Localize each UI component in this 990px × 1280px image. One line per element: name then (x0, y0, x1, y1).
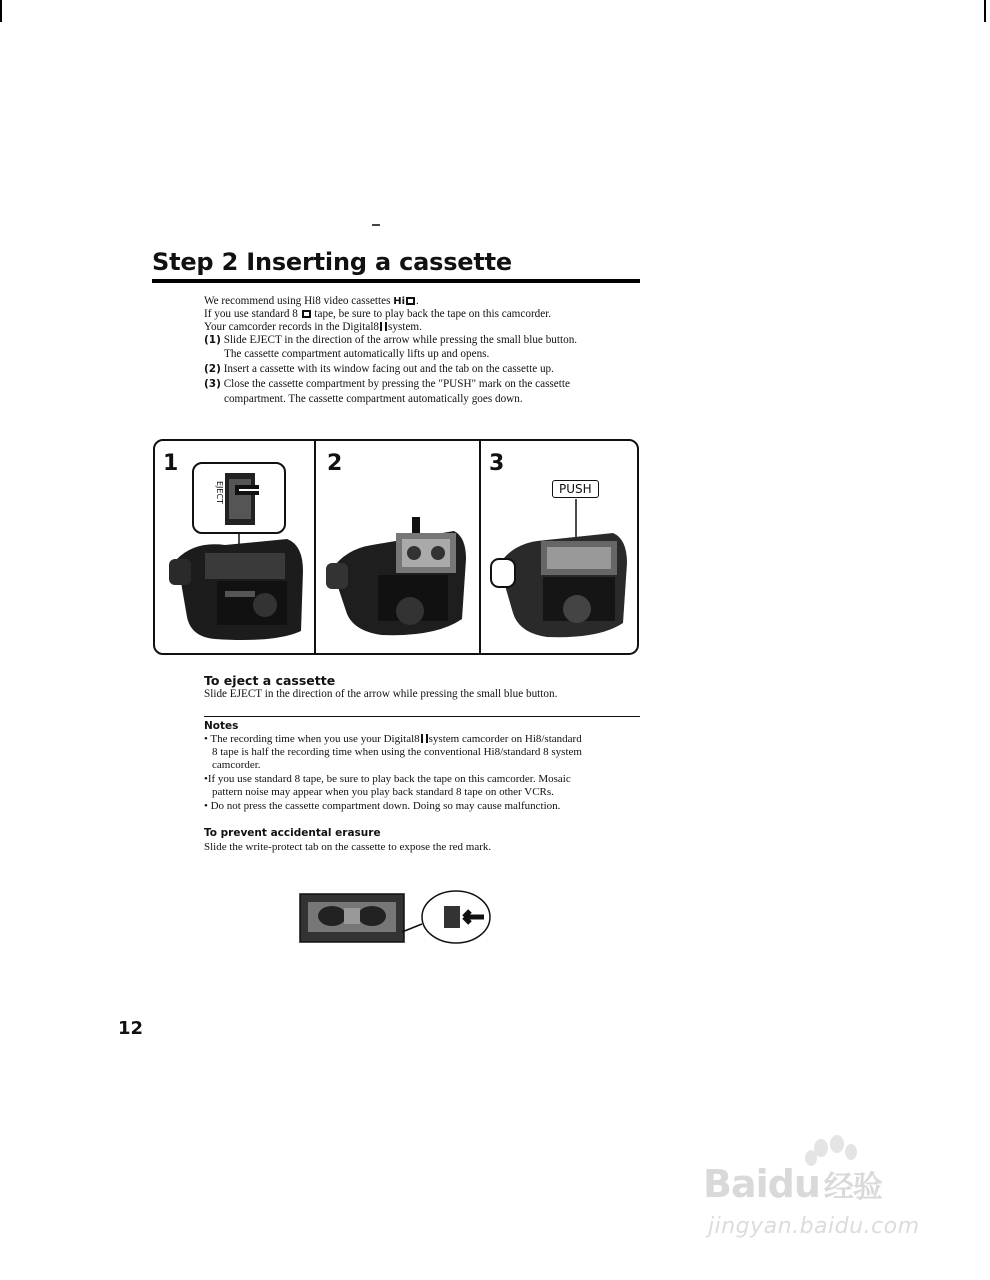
note-item-1-line-3: camcorder. (212, 759, 261, 771)
page-title: Step 2 Inserting a cassette (152, 248, 513, 276)
intro-line-3: Your camcorder records in the Digital8 system. (204, 321, 422, 333)
close-compartment-illustration (481, 441, 639, 653)
eject-heading: To eject a cassette (204, 673, 336, 688)
digital8-icon (380, 322, 387, 331)
standard8-tape-icon (302, 310, 311, 318)
step-item-1-cont: The cassette compartment automatically lifts up and opens. (224, 348, 490, 360)
page-number: 12 (118, 1018, 144, 1039)
push-label: PUSH (552, 480, 599, 498)
hi8-logo: Hi (393, 296, 406, 307)
hi8-tape-icon (406, 297, 415, 305)
scan-edge-mark-right (984, 0, 986, 22)
erasure-heading: To prevent accidental erasure (204, 827, 381, 839)
insert-cassette-illustration (316, 441, 478, 653)
camcorder-eject-illustration (155, 441, 313, 653)
note-item-1-line-2: 8 tape is half the recording time when using the conventional Hi8/standard 8 system (212, 746, 582, 758)
notes-heading: Notes (204, 720, 239, 732)
notes-rule (204, 716, 640, 717)
panel-number-3: 3 (489, 451, 505, 476)
watermark-url: jingyan.baidu.com (708, 1214, 920, 1239)
note-item-2-line-2: pattern noise may appear when you play back standard 8 tape on other VCRs. (212, 786, 554, 798)
watermark-brand: Baidu 经验 (703, 1162, 882, 1206)
step-item-3-cont: compartment. The cassette compartment automatically goes down. (224, 393, 523, 405)
scan-edge-mark-left (0, 0, 2, 22)
eject-label: EJECT (215, 481, 224, 504)
step-item-2: (2) Insert a cassette with its window facing out and the tab on the cassette up. (204, 363, 554, 375)
scan-speck (372, 224, 380, 226)
intro-line-1: We recommend using Hi8 video cassettes Hi . (204, 295, 419, 307)
note-item-1: • The recording time when you use your Digital8 system camcorder on Hi8/standard (204, 733, 582, 745)
cassette-figure (153, 439, 639, 655)
note-item-2: •If you use standard 8 tape, be sure to play back the tape on this camcorder. Mosaic (204, 773, 571, 785)
intro-line-2: If you use standard 8 tape, be sure to play back the tape on this camcorder. (204, 308, 552, 320)
digital8-icon (421, 734, 428, 743)
title-rule (152, 279, 640, 283)
note-item-3: • Do not press the cassette compartment down. Doing so may cause malfunction. (204, 800, 561, 812)
step-item-3: (3) Close the cassette compartment by pressing the "PUSH" mark on the cassette (204, 378, 570, 390)
panel-number-2: 2 (327, 451, 343, 476)
cassette-write-protect-illustration (298, 886, 492, 946)
erasure-text: Slide the write-protect tab on the cassette to expose the red mark. (204, 841, 492, 853)
eject-text: Slide EJECT in the direction of the arrow while pressing the small blue button. (204, 688, 558, 700)
step-item-1: (1) Slide EJECT in the direction of the arrow while pressing the small blue button. (204, 334, 578, 346)
panel-number-1: 1 (163, 451, 179, 476)
